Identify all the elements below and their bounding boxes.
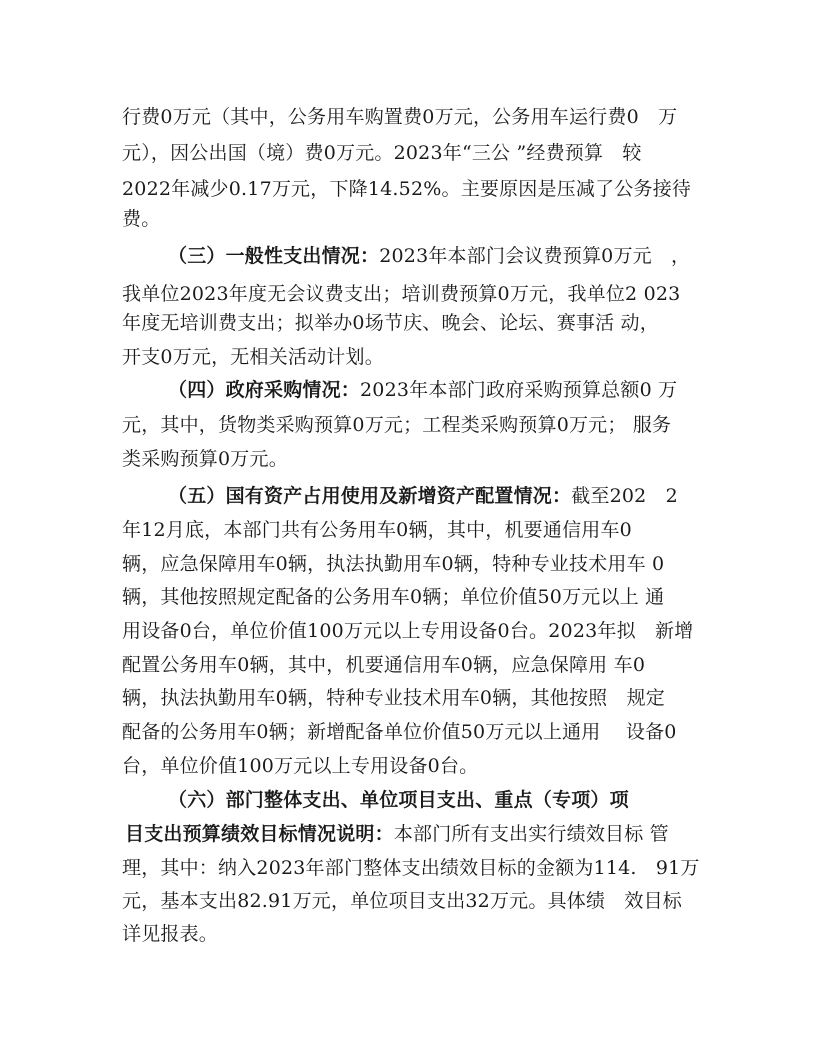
line-text: 辆，执法执勤用车0辆，特种专业技术用车0辆，其他按照 规定 (122, 687, 665, 709)
line-text: 2023年本部门政府采购预算总额0 万 (360, 379, 678, 401)
line-text: 年度无培训费支出；拟举办0场节庆、晚会、论坛、赛事活 动， (122, 312, 659, 334)
section-heading: （三）一般性支出情况： (168, 245, 380, 267)
line-text: 截至202 2 (571, 485, 678, 507)
text-line (122, 752, 478, 780)
text-line (122, 550, 664, 578)
text-line (122, 651, 645, 679)
text-line (122, 718, 677, 746)
line-text: 年12月底，本部门共有公务用车0辆，其中，机要通信用车0 (122, 519, 632, 541)
line-text: 辆，应急保障用车0辆，执法执勤用车0辆，特种专业技术用车 0 (122, 553, 665, 575)
line-text: 2023年本部门会议费预算0万元 ， (379, 245, 691, 267)
line-text: 类采购预算0万元。 (122, 448, 288, 470)
section-six-second-line (125, 820, 669, 848)
text-line (122, 445, 288, 473)
line-text: 费。 (122, 208, 161, 230)
section-four-first-line (168, 376, 677, 404)
section-heading: （五）国有资产占用使用及新增资产配置情况： (168, 485, 572, 507)
section-three-first-line (168, 242, 690, 270)
text-line (122, 887, 682, 915)
text-line (122, 854, 700, 882)
line-text: 详见报表。 (122, 923, 219, 945)
line-text: 辆，其他按照规定配备的公务用车0辆；单位价值50万元以上 通 (122, 586, 665, 608)
line-text: 行费0万元（其中，公务用车购置费0万元，公务用车运行费0 万 (122, 106, 678, 128)
line-text: 用设备0台，单位价值100万元以上专用设备0台。2023年拟 新增 (122, 620, 694, 642)
line-text: 配备的公务用车0辆；新增配备单位价值50万元以上通用 设备0 (122, 721, 677, 743)
line-text: 我单位2023年度无会议费支出；培训费预算0万元，我单位2 023 (122, 283, 681, 305)
line-text: 台，单位价值100万元以上专用设备0台。 (122, 755, 479, 777)
line-text: 本部门所有支出实行绩效目标 管 (393, 823, 669, 845)
text-line (122, 920, 218, 948)
text-line (122, 175, 691, 203)
line-text: 理，其中：纳入2023年部门整体支出绩效目标的金额为114. 91万 (122, 857, 700, 879)
text-line (122, 309, 659, 337)
section-heading: 目支出预算绩效目标情况说明： (125, 823, 394, 845)
line-text: 配置公务用车0辆，其中，机要通信用车0辆，应急保障用 车0 (122, 654, 646, 676)
text-line (122, 280, 680, 308)
text-line (122, 205, 160, 233)
text-line (122, 103, 677, 131)
section-heading: （六）部门整体支出、单位项目支出、重点（专项）项 (168, 789, 629, 811)
text-line (122, 583, 664, 611)
text-line (122, 617, 693, 645)
line-text: 2022年减少0.17万元，下降14.52%。主要原因是压减了公务接待 (122, 178, 692, 200)
line-text: 元，其中，货物类采购预算0万元；工程类采购预算0万元； 服务 (122, 414, 672, 436)
section-six-first-line (168, 786, 629, 814)
line-text: 元，基本支出82.91万元，单位项目支出32万元。具体绩 效目标 (122, 890, 682, 912)
text-line (122, 516, 632, 544)
line-text: 开支0万元，无相关活动计划。 (122, 346, 384, 368)
text-line (122, 139, 642, 167)
section-five-first-line (168, 482, 678, 510)
text-line (122, 411, 671, 439)
section-heading: （四）政府采购情况： (168, 379, 361, 401)
text-line (122, 343, 384, 371)
line-text: 元），因公出国（境）费0万元。2023年“三公 ”经费预算 较 (122, 142, 642, 164)
text-line (122, 684, 665, 712)
